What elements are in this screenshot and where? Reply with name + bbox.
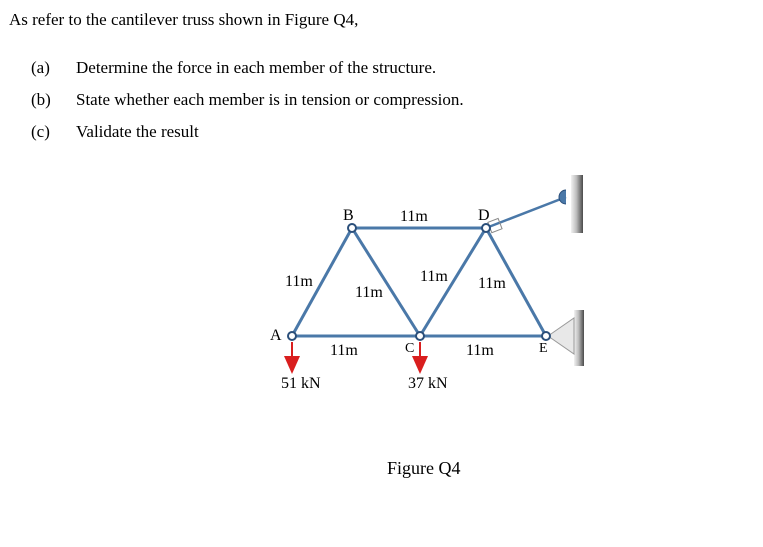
lower-wall-support xyxy=(574,310,584,366)
question-c-text: Validate the result xyxy=(76,122,199,141)
problem-intro: As refer to the cantilever truss shown in Figure Q4, xyxy=(9,10,359,29)
member-d-support xyxy=(486,197,566,228)
node-label-e: E xyxy=(539,341,548,356)
figure-caption: Figure Q4 xyxy=(387,458,461,478)
load-label-c: 37 kN xyxy=(408,375,448,392)
label-member-de: 11m xyxy=(478,275,506,292)
label-member-cd: 11m xyxy=(420,268,448,285)
label-member-bc: 11m xyxy=(355,284,383,301)
label-member-ce: 11m xyxy=(466,342,494,359)
joint-a-pin-icon xyxy=(288,332,296,340)
joint-d-pin-icon xyxy=(482,224,490,232)
load-label-a: 51 kN xyxy=(281,375,321,392)
question-a-label: (a) xyxy=(31,58,50,77)
upper-support-pin-icon xyxy=(559,190,566,204)
node-label-a: A xyxy=(270,327,282,344)
node-label-b: B xyxy=(343,207,354,224)
upper-wall-support xyxy=(571,175,583,233)
question-a-text: Determine the force in each member of the structure. xyxy=(76,58,437,77)
node-label-c: C xyxy=(405,341,415,356)
label-member-bd: 11m xyxy=(400,208,428,225)
member-bc xyxy=(352,228,420,336)
joint-e-pin-icon xyxy=(542,332,550,340)
node-label-d: D xyxy=(478,207,490,224)
question-b-text: State whether each member is in tension or compression. xyxy=(76,90,464,109)
label-member-ab: 11m xyxy=(285,273,313,290)
label-member-ac: 11m xyxy=(330,342,358,359)
question-c-label: (c) xyxy=(31,122,50,141)
pin-support-triangle-icon xyxy=(548,318,574,354)
joint-c-pin-icon xyxy=(416,332,424,340)
joint-b-pin-icon xyxy=(348,224,356,232)
question-b-label: (b) xyxy=(31,90,51,109)
